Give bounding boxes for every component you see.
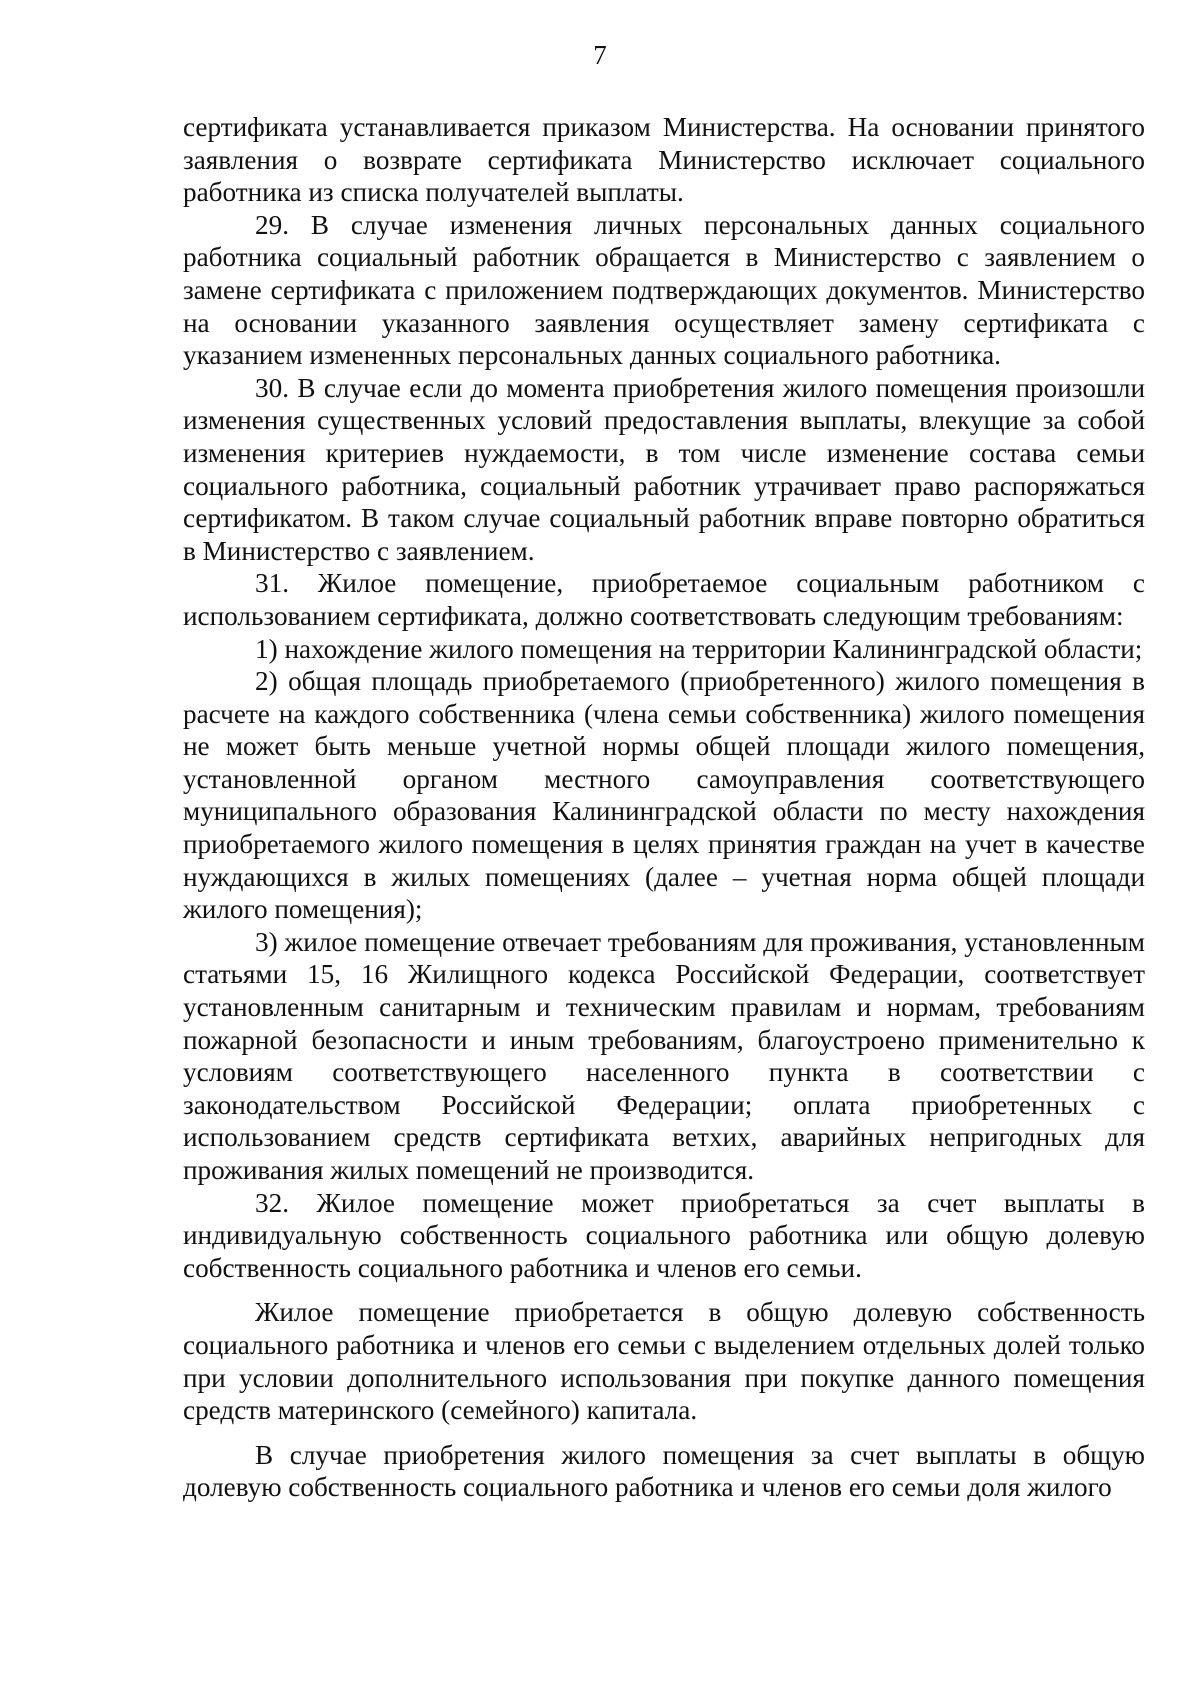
paragraph-32-shared-ownership: Жилое помещение приобретается в общую долевую собственность социального работника и членов его семьи с выделением отдельных долей только при условии дополнительного использования при покупке данного помещения средств материнского (семейного) капитала.	[183, 1297, 1145, 1426]
requirement-3: 3) жилое помещение отвечает требованиям для проживания, установленным статьями 15, 16 Жилищного кодекса Российской Федерации, соответствует установленным санитарным и техническим правилам и нормам, требованиям пожарной безопасности и иным требованиям, благоустроено применительно к условиям соответствующего населенного пункта в соответствии с законодательством Российской Федерации; оплата приобретенных с использованием средств сертификата ветхих, аварийных непригодных для проживания жилых помещений не производится.	[183, 926, 1145, 1185]
paragraph-30: 30. В случае если до момента приобретения жилого помещения произошли изменения существенных условий предоставления выплаты, влекущие за собой изменения критериев нуждаемости, в том числе изменение состава семьи социального работника, социальный работник утрачивает право распоряжаться сертификатом. В таком случае социальный работник вправе повторно обратиться в Министерство с заявлением.	[183, 372, 1145, 566]
paragraph-continuation: сертификата устанавливается приказом Министерства. На основании принятого заявления о возврате сертификата Министерство исключает социального работника из списка получателей выплаты.	[183, 112, 1145, 208]
document-body	[183, 111, 1145, 1504]
paragraph-31: 31. Жилое помещение, приобретаемое социальным работником с использованием сертификата, должно соответствовать следующим требованиям:	[183, 568, 1145, 631]
requirement-1: 1) нахождение жилого помещения на территории Калининградской области;	[255, 633, 1143, 664]
paragraph-29: 29. В случае изменения личных персональных данных социального работника социальный работник обращается в Министерство с заявлением о замене сертификата с приложением подтверждающих документов. Министерство на основании указанного заявления осуществляет замену сертификата с указанием измененных персональных данных социального работника.	[183, 209, 1145, 371]
paragraph-32-share-continuation: В случае приобретения жилого помещения за счет выплаты в общую долевую собственность социального работника и членов его семьи доля жилого	[183, 1439, 1145, 1503]
page-number: 7	[593, 40, 607, 70]
requirement-2: 2) общая площадь приобретаемого (приобретенного) жилого помещения в расчете на каждого собственника (члена семьи собственника) жилого помещения не может быть меньше учетной нормы общей площади жилого помещения, установленной органом местного самоуправления соответствующего муниципального образования Калининградской области по месту нахождения приобретаемого жилого помещения в целях принятия граждан на учет в качестве нуждающихся в жилых помещениях (далее – учетная норма общей площади жилого помещения);	[183, 666, 1145, 925]
paragraph-32: 32. Жилое помещение может приобретаться за счет выплаты в индивидуальную собственность социального работника или общую долевую собственность социального работника и членов его семьи.	[183, 1187, 1145, 1283]
